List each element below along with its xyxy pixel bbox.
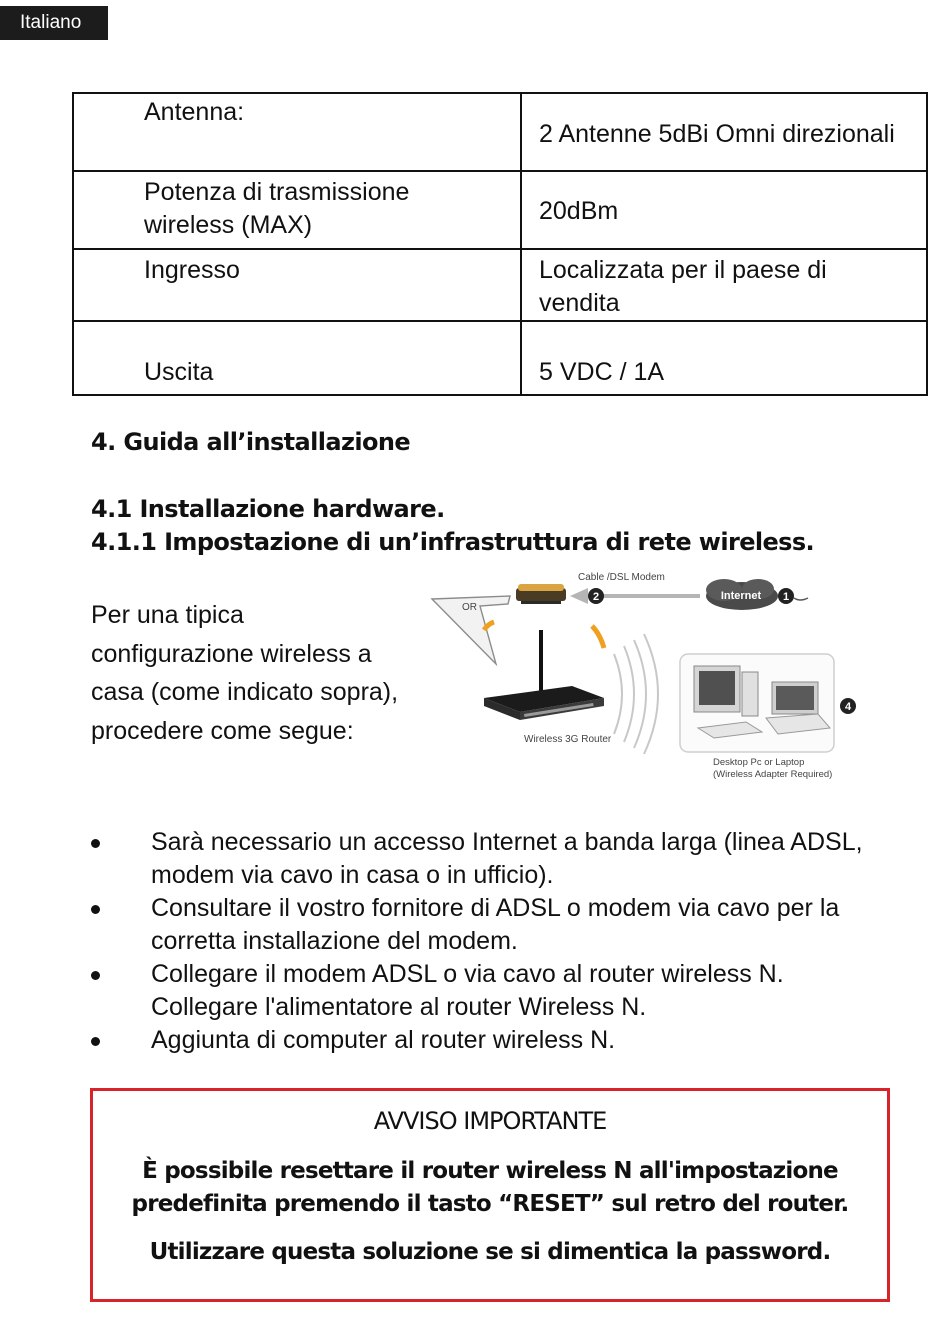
bullet-icon	[91, 1037, 100, 1046]
table-row	[73, 321, 927, 395]
modem-icon	[516, 584, 566, 604]
pc-label: Desktop Pc or Laptop	[713, 757, 805, 768]
step-1-number: 1	[782, 591, 790, 603]
router-label: Wireless 3G Router	[524, 734, 612, 745]
internet-label: Internet	[720, 590, 762, 602]
spec-value: Localizzata per il paese di vendita	[539, 256, 827, 317]
list-item: Consultare il vostro fornitore di ADSL o modem via cavo per la corretta installazione del modem.	[91, 892, 891, 958]
network-diagram	[428, 568, 868, 786]
intro-paragraph: Per una tipica configurazione wireless a casa (come indicato sopra), procedere come segue:	[91, 601, 399, 745]
decor-corner-icon	[484, 622, 494, 630]
notice-reset-text: È possibile resettare il router wireless N all'impostazione predefinita premendo il tasto “RESET” sul retro del router.	[131, 1158, 849, 1217]
language-label: Italiano	[20, 12, 82, 33]
decor-corner-icon	[592, 626, 604, 648]
language-tab	[0, 6, 108, 40]
spec-value: 5 VDC / 1A	[539, 358, 665, 386]
spec-label: Antenna:	[144, 98, 245, 126]
adapter-label: (Wireless Adapter Required)	[713, 769, 833, 780]
specs-table	[72, 92, 928, 396]
table-row	[73, 93, 927, 171]
instructions-list	[91, 826, 891, 1057]
computers-icon	[680, 654, 834, 752]
list-item: Sarà necessario un accesso Internet a banda larga (linea ADSL, modem via cavo in casa o in ufficio).	[91, 826, 891, 892]
spec-label: Uscita	[144, 358, 214, 386]
notice-password-text: Utilizzare questa soluzione se si dimentica la password.	[149, 1239, 831, 1265]
bullet-icon	[91, 839, 100, 848]
notice-title: AVVISO IMPORTANTE	[373, 1107, 607, 1135]
or-label: OR	[462, 602, 477, 613]
wifi-waves-icon	[614, 634, 658, 754]
guide-heading: 4. Guida all’installazione	[91, 428, 411, 456]
list-item: Collegare il modem ADSL o via cavo al router wireless N. Collegare l'alimentatore al router Wireless N.	[91, 958, 891, 1024]
list-item: Aggiunta di computer al router wireless N.	[91, 1024, 891, 1057]
modem-label: Cable /DSL Modem	[578, 572, 665, 583]
spec-value: 2 Antenne 5dBi Omni direzionali	[539, 120, 895, 148]
infrastructure-heading: 4.1.1 Impostazione di un’infrastruttura di rete wireless.	[91, 528, 815, 556]
spec-label: Potenza di trasmissione wireless (MAX)	[144, 178, 410, 239]
spec-label: Ingresso	[144, 256, 240, 284]
step-2-number: 2	[592, 591, 600, 603]
hardware-heading: 4.1 Installazione hardware.	[91, 495, 445, 523]
important-notice-box	[90, 1088, 890, 1302]
step-4-number: 4	[844, 701, 852, 713]
table-row	[73, 171, 927, 249]
wireless-router-icon	[484, 630, 604, 720]
bullet-icon	[91, 971, 100, 980]
spec-value: 20dBm	[539, 197, 619, 225]
table-row	[73, 249, 927, 321]
cable-icon	[794, 598, 808, 600]
bullet-icon	[91, 905, 100, 914]
